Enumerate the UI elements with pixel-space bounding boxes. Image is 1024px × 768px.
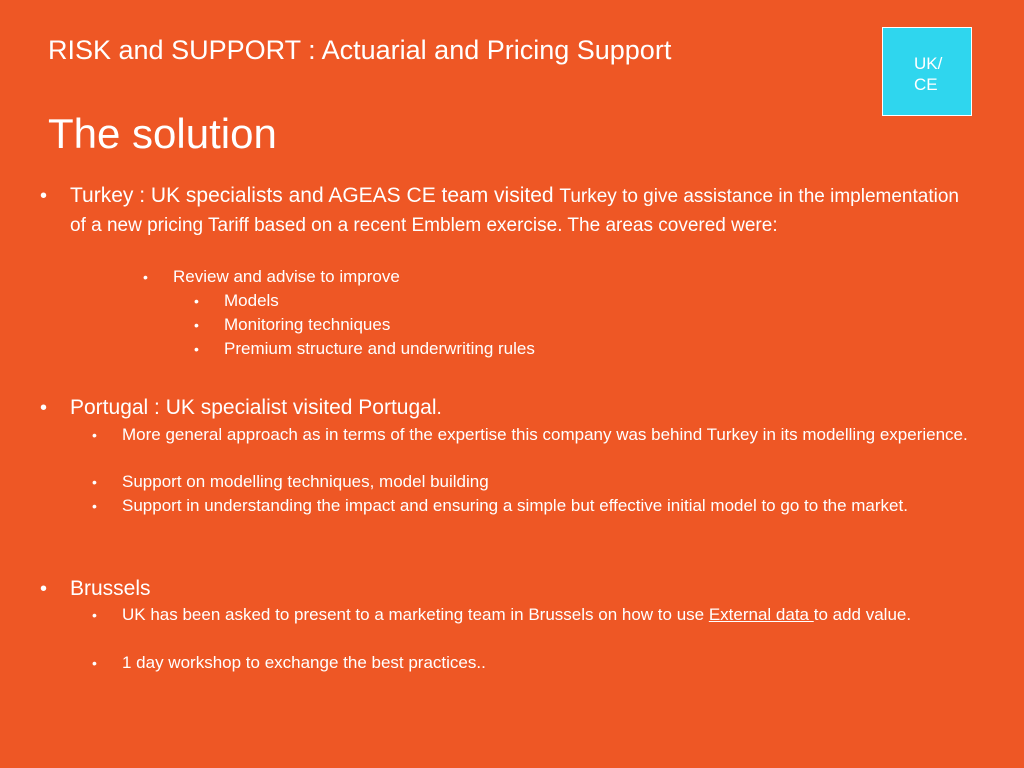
external-data-link[interactable]: External data bbox=[708, 605, 814, 624]
portugal-item-approach: • More general approach as in terms of the expertise this company was behind Turkey in its modelling experience. bbox=[122, 423, 982, 447]
badge-line-2: CE bbox=[914, 75, 938, 94]
turkey-item-premium: • Premium structure and underwriting rules bbox=[224, 337, 535, 361]
brussels-item-workshop: • 1 day workshop to exchange the best practices.. bbox=[122, 651, 982, 675]
brussels-item-present bbox=[122, 603, 982, 627]
portugal-item-impact: • Support in understanding the impact and ensuring a simple but effective initial model to go to the market. bbox=[122, 494, 982, 518]
bullet-brussels bbox=[70, 575, 980, 603]
portugal-item-techniques: • Support on modelling techniques, model building bbox=[122, 470, 982, 494]
portugal-period: . bbox=[436, 398, 442, 419]
badge-line-1: UK/ bbox=[914, 54, 943, 73]
bullet-turkey bbox=[70, 182, 980, 240]
header-title: RISK and SUPPORT : Actuarial and Pricing Support bbox=[48, 35, 672, 65]
turkey-item-monitoring: • Monitoring techniques bbox=[224, 313, 390, 337]
turkey-text: Turkey to give assistance in the implementation of a new pricing Tariff based on a recent Emblem exercise. The areas covered were: bbox=[70, 186, 959, 236]
turkey-sub-review: • Review and advise to improve bbox=[173, 265, 400, 289]
brussels-heading: Brussels bbox=[70, 577, 151, 600]
turkey-heading: Turkey : UK specialists and AGEAS CE team visited bbox=[70, 184, 560, 207]
turkey-item-models: • Models bbox=[224, 289, 279, 313]
bullet-portugal bbox=[70, 394, 980, 423]
brussels-item-text: UK has been asked to present to a marketing team in Brussels on how to use bbox=[122, 605, 709, 624]
portugal-heading: Portugal : UK specialist visited Portugal bbox=[70, 396, 437, 419]
region-badge bbox=[882, 27, 972, 116]
page-title: The solution bbox=[48, 110, 277, 157]
brussels-item-text-end: to add value. bbox=[813, 605, 912, 624]
